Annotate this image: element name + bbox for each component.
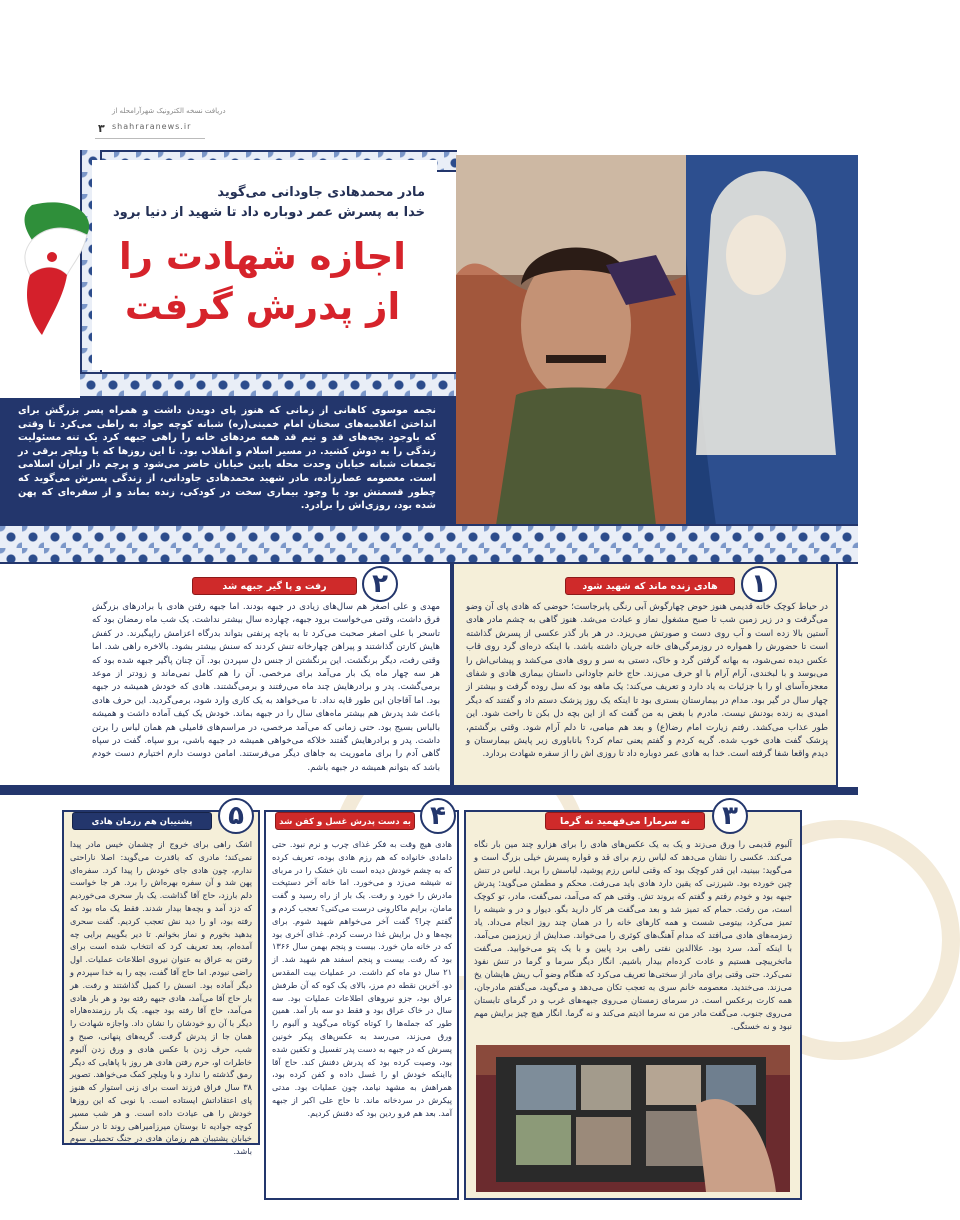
section-1-number: ۱ [741,566,777,602]
section-5-text: اشک راهی برای خروج از چشمان خیس مادر پیدا نمی‌کند؛ مادری که باقدرت می‌گوید: اصلا ناراحتی ندارم، چون هادی جای خودش را پیدا کرد. سفره‌ای پهن شد و آن سفره بهره‌اش را برد. هر جا خواست دلم بارزد، حاج آقا گذاشت. یک بار سحری می‌خوردیم که دزد آمد و بچه‌ها بیدار شدند. فقط یک ماه بود که رفته بود، او را دید نش تعجب کردیم. گفت سحری بدهید بخورم و نماز بخوانم. تا دیر بگوییم برایی چه آمده‌ام، بعد تعریف کرد که انتخاب شده است برای رفتن به عراق به عنوان نیروی اطلاعات عملیات. اول راضی نبودم. اما حاج آقا گفت، بچه را به خدا سپردم و دیگر آماده بود. انسش را کمیل گذاشتند و رفت. هر بار حاج آقا می‌آمد، هادی جبهه رفته بود و هر بار هادی می‌آمد، حاج آقا رفته بود جبهه. یک بار رزمنده‌هاراه دیگر با آن رو خودشان را نشان داد. واجازه شهادت را همان جا از پدرش گرفت. گریه‌های پنهانی، صبح و شب، حرف زدن با عکس هادی و ورق زدن آلبوم خاطرات او، حرم رفتن هادی هر روز با پاهایی که دیگر رمق گذشته را ندارد و با ویلچر کمک می‌خواهد. تصویر ۳۸ سال فراق فرزند است برای زنی استوار که هنوز پای اعتقاداتش ایستاده است. با نوبی که این روزها خودش را هی عیادت داده است. و هر شب مسیر کوچه جوادیه تا بوستان میرزامیراهی روند تا در سنگر خیابان پشتیبان هم رزمان هادی در جنگ تحمیلی سوم باشد. [70,839,252,1157]
section-2-title: رفت و پا گیر جبهه شد [192,577,357,595]
header-url[interactable]: shahraranews.ir [112,122,192,131]
section-2-text: مهدی و علی اصغر هم سال‌های زیادی در جبهه بودند. اما جبهه رفتن هادی با برادرهای بزرگش فرق داشت، وقتی می‌خواست برود جبهه، چهارده سال بیشتر نداشت. یک شب ماه رمضان بود که تاسحر با علی اصغر صحبت می‌کرد تا به باچه پرنفتی بتواند بدرگاه اعزامش راپیگیرند. در کفش هایش کارتن گذاشتند و پیراهن چهارخانه تنش کردند که سنش بیشتر بشود. بالاخره راهی شد. اما وقتی رفت، دیگر برنگشت. این برنگشتن از جنس دل سپردن بود. آن چنان پاگیر جبهه شده بود که هر سه چهار ماه یک بار می‌آمد برای مرخصی. آن را هم کامل نمی‌ماند و زودتر از موعد برمی‌گشت. پدر و برادرهایش چند ماه می‌رفتند و برمی‌گشتند. هادی که خودش همیشه در جبهه بود. اما آقاجان این طور قایه نداد. تا می‌خواهد به یک کاری وارد شود، برمی‌گردید. این حرف هادی باعث شد پدرش هم بیشتر ماه‌های سال را در جبهه بماند. خودش یک کیف آماده داشت و همیشه بالباس بسیج بود. حتی زمانی که می‌آمد مرخصی، در مراسم‌های فامیلی هم همان لباس را برتن داشت. پدر و برادرهایش گفتند خلاکه می‌خواهی همیشه در جبهه باشی، برو سپاه. گفت در سپاه گاهی آدم را برای ماموریت به جاهای دیگر می‌فرستند. امامن دوست دارم اختیارم دست خودم باشد که بتوانم همیشه در جبهه باشم. [92,602,440,773]
article-intro: نجمه موسوی کاهانی از زمانی که هنوز پای دویدن داشت و همراه پسر بزرگش برای انداختن اعلامیه‌های سخنان امام خمینی(ره) شبانه کوچه جواد به راطی می‌کرد تا وقتی که باوجود بچه‌های قد و نیم قد همه مردهای خانه را راهی جبهه کرد یک تنه مسئولیت زندگی را به دوش کشید. در مسیر اسلام و انقلاب بود. تا این روزها که با ویلچر برقی در تجمعات شبانه خیابان وحدت محله پایین خیابان حاضر می‌شود و پرچم دار ایران اسلامی است. معصومه عصارزاده، مادر شهید محمدهادی جاودانی، از زندگی پسرش می‌گوید که چطور قسمتش بود با وجود بیماری سخت در کودکی، زنده بماند و از سفره‌ای که پهن شده بود، روزی‌اش را برادرد. [18,405,436,512]
section-1-text: در حیاط کوچک خانه قدیمی هنوز حوض چهارگوش آبی رنگی پابرجاست؛ حوضی که هادی پای آن وضو می‌گرفت و در زیر زمین شب تا صبح مشغول نماز و عبادت می‌شد. هنوز گاهی به چشم مادر هادی آستین بالا زده است و آب روی دست و صورتش می‌ریزد. در هر بار گذر عکسی از پسرش گذاشته است تا حضورش را همواره در روزمرگی‌های خانه جریان داشته باشد. با اینکه ذره‌ای گرد روی قاب عکس دیده نمی‌شود، به بهانه گرفتن گرد و خاک، دستی به سر و روی هادی می‌کشد و پیشانی‌اش را می‌بوسد و با لبخندی، آرام آرام با او حرف می‌زند. حاج خانم جاودانی داستان بیماری هادی و شفای معجزه‌آسای او را با جزئیات به یاد دارد و تعریف می‌کند: یک ماهه بود که سل روده گرفت و بیشتر از چهار سال در گیر بود. مدام در بیمارستان بستری بود تا اینکه یک روز پزشک دستم داد و گفتند که دیگر امیدی به زنده بودنش نیست. مادرم با بغض به من گفت که از این بچه دل بکن تا راحت شود. این طور عذاب می‌کشد. رفتم زیارت امام رضا(ع) و بعد هم میامی، تا دلم آرام شود. وقتی برگشتم، پزشک گفت هادی خوب شده. گریه کردم و گفتم یعنی تمام کرد؟ باناباوری زیر پایش بیمارستان و دیدم واقعا شفا گرفته است. خدا به هادی عمر دوباره داد تا روزی اش را از سفره شهادت بردارد. [466,602,828,760]
section-3-title: نه سرمارا می‌فهمید نه گرما [545,812,705,830]
mother-portrait-photo [456,155,858,525]
title-tile-bottom [80,372,457,398]
subtitle-line-2: خدا به پسرش عمر دوباره داد تا شهید از دنیا برود [113,205,425,220]
header-divider [95,138,205,139]
section-1-title: هادی زنده ماند که شهید شود [565,577,735,595]
middle-ornament-strip [0,524,858,564]
section-5-title: پشتیبان هم رزمان هادی [72,812,212,830]
section-3-text: آلبوم قدیمی را ورق می‌زند و یک به یک عکس‌های هادی را برای هزارو چند مین بار نگاه می‌کند. عکسی را نشان می‌دهد که لباس رزم برای قد و قواره پسرش خیلی بزرگ است و می‌گوید: ببینید، این قدر کوچک بود که وقتی لباس رزم پوشید، لباسش را برید. لباس در تنش چین خورده بود. شیرزنی که یقین دارد هادی باید می‌رفت. محکم و مطمئن می‌گوید: پدرش جبهه بود و خودم رفتم و گفتم که بروند تش. وقتی هم که می‌آمد، نمی‌گفت، مادر، تو کوچک است، من رفت. حمام که تمیز شد و بعد می‌گفت هر کار دارید بگو. دیوار و در و شیشه را تمیز می‌کرد، بیتومی شست و همه کارهای خانه را در همان چند روز انجام می‌داد. یاد زمزمه‌های هادی می‌افتد که مدام آهنگ‌های کوثری را می‌خواند. صدایش از زیرزمین می‌آمد. با اینکه آمد، سرد بود. علاالدین نفتی راهی برد پایین و با یک پتو می‌خوابید. می‌گفت ماتخریبچی هستیم و عادت کرده‌ام بیدار باشیم. انگار دیگر سرما و گرما در تنش نفوذ نمی‌کرد. حتی وقتی برای مادر از سختی‌ها تعریف می‌کرد که هنگام وضو آب ریش هایشان یخ می‌زند. می‌خندید. معصومه خانم سری به تعجب تکان می‌دهد و می‌گوید، می‌گفتم مادرجان، همه کارت برعکس است. در سرمای زمستان می‌روی جبهه‌های غرب و در گرمای تابستان می‌روی جنوب. می‌گفت مادر من نه سرما اذیتم می‌کند و نه گرما. انگار هیچ چیز برایش مهم نبود و نه خستگی. [474,839,792,1031]
page-number: ۳ [98,122,105,135]
subtitle-line-1: مادر محمدهادی جاودانی می‌گوید [217,185,425,200]
section-2-number: ۲ [362,566,398,602]
article-title [110,232,415,332]
bottom-separator [0,787,858,795]
iran-flag-icon [12,195,102,345]
title-line-1: اجازه شهادت را [118,235,406,278]
section-5-number: ۵ [218,798,254,834]
section-3-number: ۳ [712,798,748,834]
section-4-text: هادی هیچ وقت به فکر غذای چرب و نرم نبود. حتی دامادی خانواده که هم رزم هادی بوده، تعریف کرده که به چشم خودش دیده است نان خشک را در مربای نه شیشه می‌زد و می‌خورد. اما خانه آخر دستپخت مادرش را خورد و رفت. یک بار از راه رسید و گفت مامان، برایم ماکارونی درست می‌کنی؟ تعجب کردم و گفتم چرا؟ گفت آخر می‌خواهم شهید شوم. برای بچه‌ها و دل برایش غذا درست کردم. غذای آخری بود که در خانه مان خورد. بیست و پنجم بهمن سال ۱۳۶۶ بود که رفت. بیست و پنجم اسفند هم شهید شد. از ۲۱ سال دو ماه کم داشت. در عملیات بیت المقدس دو. آخرین نقطه دم مرز، بالای یک کوه که آن طرفش عراق بود، جزو نیروهای اطلاعات عملیات بود. سه سال در خاک عراق بود و فقط دو سه بار آمد. همین طور که جمله‌ها را کوتاه کوتاه می‌گوید و آلبوم را ورق می‌زند، می‌رسد به عکس‌های پیکر خونین پسرش که در جبهه به دست پدر تفسیل و تکفین شده بود، وصیت کرده بود که پدرش دفنش کند. حاج آقا بااینکه خودش او را غسل داده و کفن کرده بود، همراهش به مشهد نیامد، چون عملیات بود. مدتی پیکرش در سردخانه ماند. تا حاج علی اکبر از جبهه آمد. بعد هم فرو ردین بود که دفنش کردیم. [272,839,452,1118]
article-subtitle [100,183,425,223]
title-line-2: از پدرش گرفت [124,285,401,328]
header-note: دریافت نسخه الکترونیک شهرآرامحله از [112,107,226,115]
album-photo [476,1045,790,1192]
section-4-number: ۴ [420,798,456,834]
section-4-title: به دست پدرش غسل و کفن شد [275,812,415,830]
